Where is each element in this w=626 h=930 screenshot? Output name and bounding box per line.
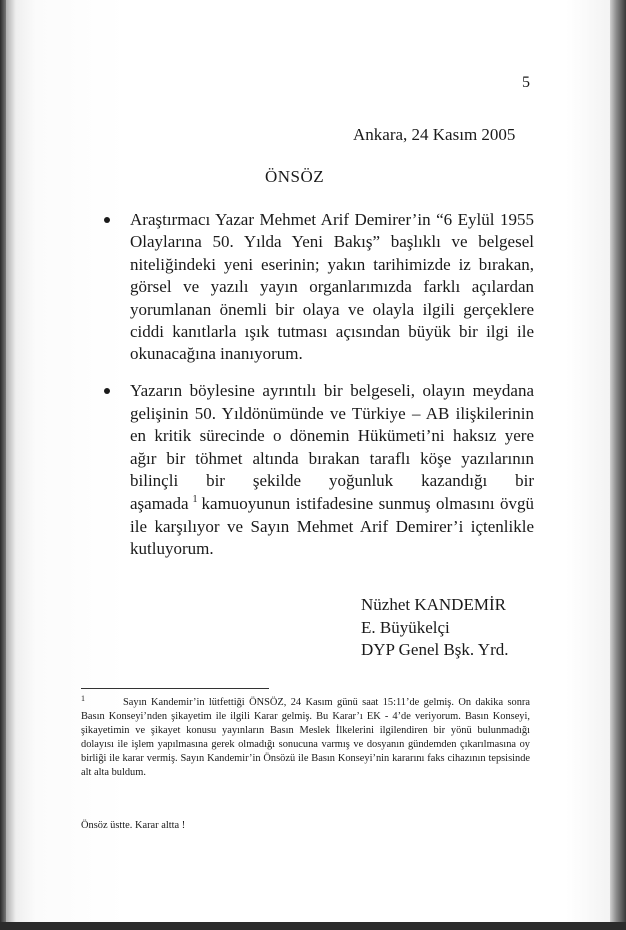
place-date: Ankara, 24 Kasım 2005 (353, 125, 516, 144)
signature-block (361, 594, 508, 662)
gutter-shadow (6, 0, 16, 922)
book-page (6, 0, 610, 922)
bottom-note: Önsöz üstte. Karar altta ! (81, 820, 186, 831)
bullet-paragraph-2-text-before: Yazarın böylesine ayrıntılı bir belgeseli, olayın meydana gelişinin 50. Yıldönümünde ve Türkiye – AB ilişkilerinin en kritik sürecinde o dönemin Hükümeti’ni haksız yere ağır bir töhmet altında bırakan taraflı köşe yazılarının bilinçli bir şekilde yoğunluk kazandığı bir aşamada (130, 381, 534, 513)
bullet-paragraph-1 (130, 209, 534, 366)
footnote-text: Sayın Kandemir’in lütfettiği ÖNSÖZ, 24 Kasım günü saat 15:11’de gelmiş. On dakika sonra Basın Konseyi’nden şikayetim ile ilgili Karar gelmiş. Bu Karar’ı EK - 4’de veriyorum. Basın Konseyi, şikayetimin ve şikayet konusu yayınların Basın Meslek İlkelerini ilgilendiren bir yönü bulunmadığı dolayısı ile işlem yapılmasına gerek olmadığı sonucuna varmış ve dosyanın gündemden çıkarılmasına oy birliği ile karar vermiş. Sayın Kandemir’in Önsözü ile Basın Konseyi’nin kararını faks cihazının tepsisinde alt alta buldum. (81, 697, 530, 778)
footnote-reference: 1 (192, 494, 198, 506)
bullet-icon (104, 217, 110, 223)
signature-name: Nüzhet KANDEMİR (361, 595, 506, 614)
scan-right-edge (610, 0, 626, 930)
bullet-paragraph-1-text: Araştırmacı Yazar Mehmet Arif Demirer’in “6 Eylül 1955 Olaylarına 50. Yılda Yeni Bakış” başlıklı ve belgesel niteliğindeki yeni eserinin; yakın tarihimizde iz bırakan, görsel ve yazılı yayın organlarımızda farklı açılardan yorumlanan önemli bir olaya ve olayla ilgili gerçeklere ciddi kanıtlarla ışık tutması açısından büyük bir ilgi ile okunacağına inanıyorum. (130, 210, 534, 364)
page-title: ÖNSÖZ (265, 167, 325, 186)
scan-bottom-edge (0, 922, 626, 930)
bullet-icon (104, 388, 110, 394)
bullet-paragraph-2-text-after: kamuoyunun istifadesine sunmuş olmasını övgü ile karşılıyor ve Sayın Mehmet Arif Demirer’i içtenlikle kutluyorum. (130, 493, 534, 559)
signature-position: DYP Genel Bşk. Yrd. (361, 640, 509, 659)
page-number: 5 (522, 74, 530, 91)
footnote-mark: 1 (81, 694, 85, 703)
bullet-paragraph-2 (130, 380, 534, 561)
signature-title: E. Büyükelçi (361, 617, 450, 637)
footnote-divider (81, 688, 269, 689)
